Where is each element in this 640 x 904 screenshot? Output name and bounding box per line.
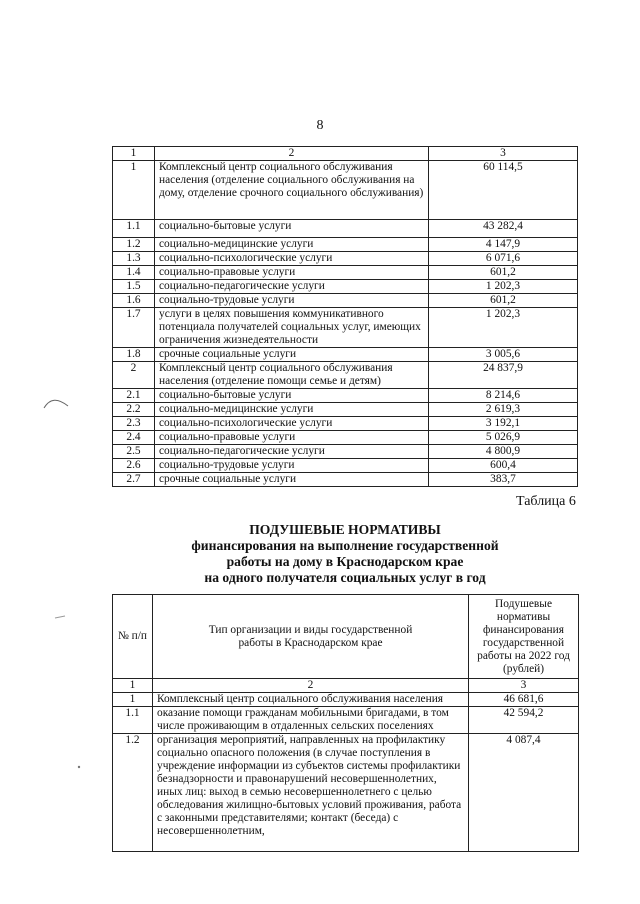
table-row: [113, 389, 578, 403]
table-row: [113, 473, 578, 487]
row-value: 2 619,3: [429, 403, 578, 417]
header-cell: 2: [155, 147, 429, 161]
row-number: 1: [113, 693, 153, 707]
table-row: [113, 252, 578, 266]
row-name: оказание помощи гражданам мобильными бригадами, в том числе проживающим в отдаленных сельских поселениях: [153, 707, 469, 734]
table-row: [113, 161, 578, 220]
row-value: 4 087,4: [469, 734, 579, 852]
row-value: 42 594,2: [469, 707, 579, 734]
row-name: социально-психологические услуги: [155, 252, 429, 266]
row-number: 1.5: [113, 280, 155, 294]
row-value: 383,7: [429, 473, 578, 487]
table-row: [113, 693, 579, 707]
table-row: [113, 459, 578, 473]
row-value: 46 681,6: [469, 693, 579, 707]
table-row: [113, 417, 578, 431]
row-value: 3 192,1: [429, 417, 578, 431]
table-row: [113, 308, 578, 348]
table-row: [113, 280, 578, 294]
header-cell: 3: [469, 679, 579, 693]
table-row: [113, 348, 578, 362]
row-value: 5 026,9: [429, 431, 578, 445]
row-name: Комплексный центр социального обслуживания населения: [153, 693, 469, 707]
table-row: [113, 220, 578, 238]
row-name: социально-бытовые услуги: [155, 389, 429, 403]
row-number: 1: [113, 161, 155, 220]
row-value: 4 800,9: [429, 445, 578, 459]
header-cell: Тип организации и виды государственной работы в Краснодарском крае: [153, 595, 469, 679]
row-name: срочные социальные услуги: [155, 348, 429, 362]
row-number: 2.3: [113, 417, 155, 431]
table-header-row: [113, 147, 578, 161]
row-value: 1 202,3: [429, 308, 578, 348]
row-number: 2.1: [113, 389, 155, 403]
row-value: 4 147,9: [429, 238, 578, 252]
title-line: финансирования на выполнение государственной: [191, 538, 499, 553]
table-row: [113, 238, 578, 252]
row-value: 8 214,6: [429, 389, 578, 403]
row-number: 2.7: [113, 473, 155, 487]
row-number: 1.3: [113, 252, 155, 266]
table-number-row: [113, 679, 579, 693]
header-cell: 1: [113, 147, 155, 161]
row-name: социально-трудовые услуги: [155, 294, 429, 308]
table-row: [113, 431, 578, 445]
table-row: [113, 445, 578, 459]
scan-margin-mark: [54, 614, 66, 620]
row-name: социально-психологические услуги: [155, 417, 429, 431]
row-number: 1.2: [113, 734, 153, 852]
section-title: [112, 522, 578, 586]
row-name: социально-педагогические услуги: [155, 280, 429, 294]
row-value: 43 282,4: [429, 220, 578, 238]
row-name: организация мероприятий, направленных на профилактику социально опасного положения (в случае поступления в учреждение информации из субъектов системы профилактики безнадзорности и правонарушений несовершеннолетних, иных лиц: выход в семью несовершеннолетнего с целью обследования жилищно-бытовых условий проживания, работа с законными представителями; контакт (беседа) с несовершеннолетним,: [153, 734, 469, 852]
title-line: на одного получателя социальных услуг в год: [204, 570, 486, 585]
header-cell: 2: [153, 679, 469, 693]
table-row: [113, 734, 579, 852]
row-value: 600,4: [429, 459, 578, 473]
row-number: 1.8: [113, 348, 155, 362]
table-row: [113, 362, 578, 389]
table-row: [113, 707, 579, 734]
title-line: работы на дому в Краснодарском крае: [226, 554, 464, 569]
row-number: 1.7: [113, 308, 155, 348]
table-row: [113, 403, 578, 417]
row-number: 1.1: [113, 220, 155, 238]
row-name: Комплексный центр социального обслуживания населения (отделение социального обслуживания на дому, отделение срочного социального обслуживания): [155, 161, 429, 220]
row-name: социально-медицинские услуги: [155, 238, 429, 252]
row-name: социально-медицинские услуги: [155, 403, 429, 417]
header-cell: 3: [429, 147, 578, 161]
per-capita-norms-table: [112, 594, 579, 852]
row-value: 6 071,6: [429, 252, 578, 266]
row-value: 601,2: [429, 266, 578, 280]
row-number: 2.4: [113, 431, 155, 445]
row-value: 24 837,9: [429, 362, 578, 389]
table-header-row: [113, 595, 579, 679]
row-number: 1.1: [113, 707, 153, 734]
row-name: Комплексный центр социального обслуживания населения (отделение помощи семье и детям): [155, 362, 429, 389]
row-number: 1.2: [113, 238, 155, 252]
row-name: социально-педагогические услуги: [155, 445, 429, 459]
header-cell: № п/п: [113, 595, 153, 679]
row-name: услуги в целях повышения коммуникативного потенциала получателей социальных услуг, имеющих ограничения жизнедеятельности: [155, 308, 429, 348]
services-cost-table: [112, 146, 578, 487]
title-line: ПОДУШЕВЫЕ НОРМАТИВЫ: [249, 522, 441, 537]
row-name: социально-трудовые услуги: [155, 459, 429, 473]
header-cell: Подушевые нормативы финансирования государственной работы на 2022 год (рублей): [469, 595, 579, 679]
header-cell: 1: [113, 679, 153, 693]
row-number: 2.2: [113, 403, 155, 417]
row-number: 1.4: [113, 266, 155, 280]
scan-margin-mark: [76, 764, 82, 770]
row-value: 3 005,6: [429, 348, 578, 362]
row-value: 601,2: [429, 294, 578, 308]
row-value: 60 114,5: [429, 161, 578, 220]
row-number: 2: [113, 362, 155, 389]
row-name: срочные социальные услуги: [155, 473, 429, 487]
row-name: социально-правовые услуги: [155, 431, 429, 445]
page-number: 8: [316, 118, 324, 133]
table-label: Таблица 6: [516, 494, 576, 509]
row-number: 1.6: [113, 294, 155, 308]
row-number: 2.6: [113, 459, 155, 473]
table-row: [113, 266, 578, 280]
row-name: социально-бытовые услуги: [155, 220, 429, 238]
table-row: [113, 294, 578, 308]
scan-margin-mark: [42, 396, 70, 410]
row-value: 1 202,3: [429, 280, 578, 294]
row-number: 2.5: [113, 445, 155, 459]
row-name: социально-правовые услуги: [155, 266, 429, 280]
